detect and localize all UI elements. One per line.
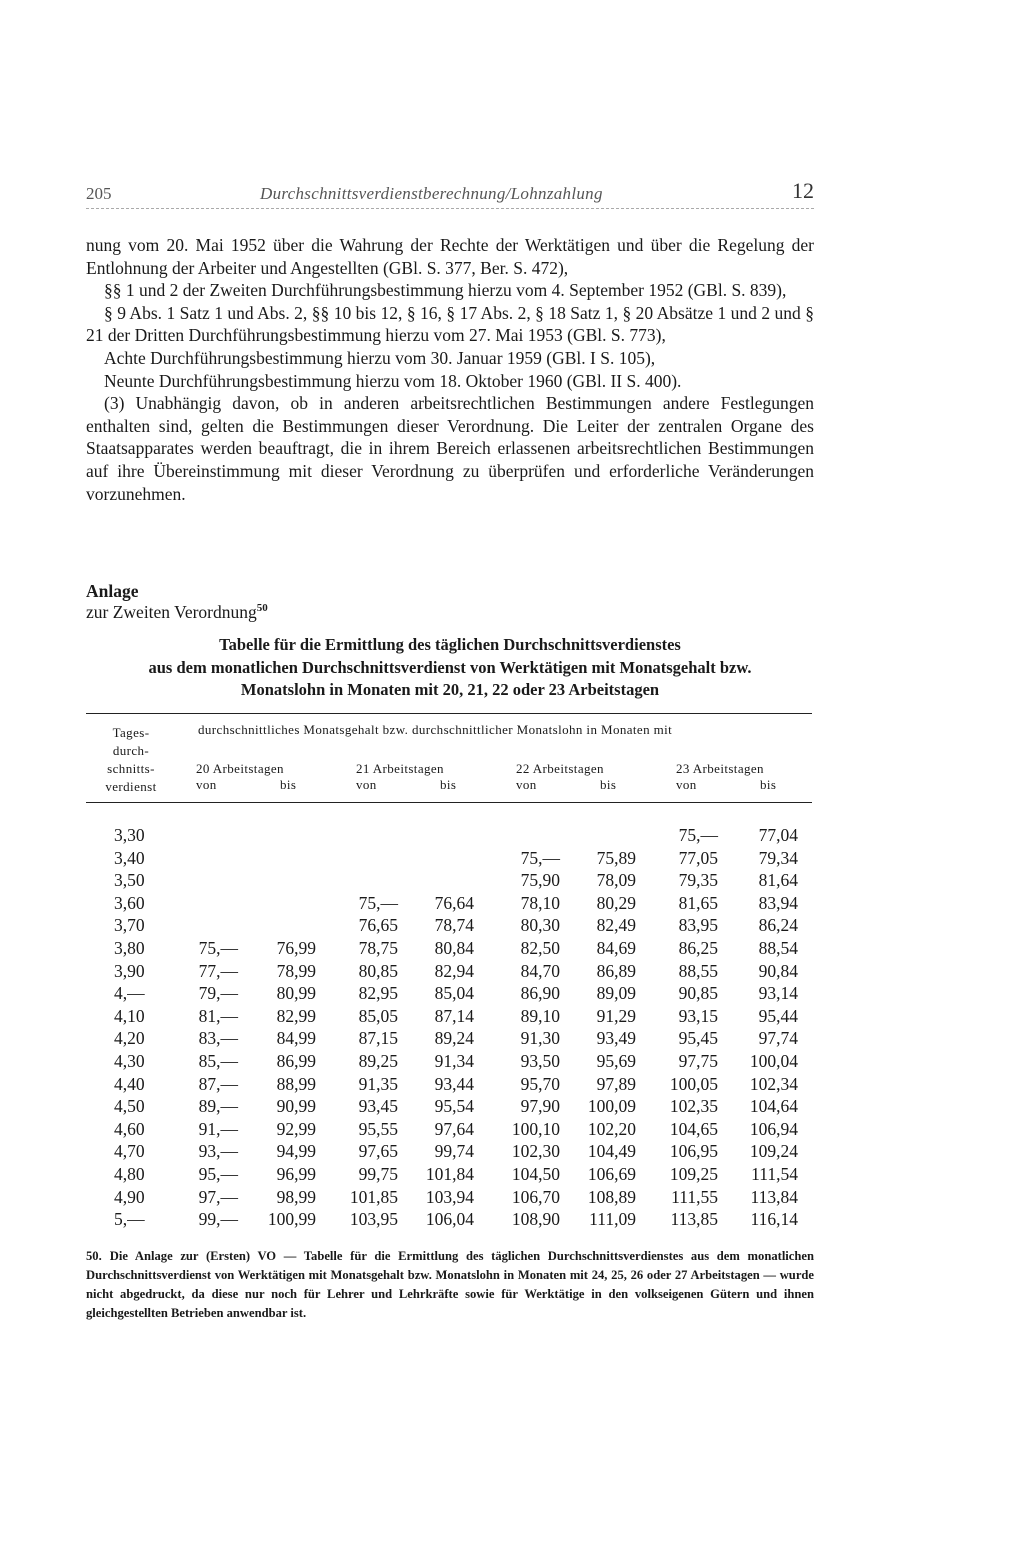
table-cell: 88,55 bbox=[678, 960, 718, 981]
table-cell: 106,04 bbox=[425, 1209, 474, 1230]
row-label: 3,70 bbox=[114, 915, 145, 936]
table-cell: 100,05 bbox=[669, 1073, 718, 1094]
anlage-subtitle-text: zur Zweiten Verordnung bbox=[86, 602, 257, 622]
table-cell: 87,14 bbox=[434, 1005, 474, 1026]
header-rule bbox=[86, 208, 814, 209]
footnote bbox=[86, 1247, 814, 1323]
table-cell: 116,14 bbox=[750, 1209, 798, 1230]
table-cell: 99,74 bbox=[434, 1141, 474, 1162]
running-head bbox=[86, 178, 814, 208]
table-cell: 89,09 bbox=[596, 983, 636, 1004]
table-cell: 109,24 bbox=[749, 1141, 798, 1162]
row-label: 3,90 bbox=[114, 960, 145, 981]
table-cell: 87,15 bbox=[358, 1028, 398, 1049]
column-header-bis: bis bbox=[760, 777, 777, 792]
paragraph: (3) Unabhängig davon, ob in anderen arbeitsrechtlichen Bestimmungen andere Festlegungen enthalten sind, gelten die Bestimmungen dieser Verordnung. Die Leiter der zentralen Organe des Staatsapparates werden beauftragt, die in ihrem Bereich erlassenen arbeitsrechtlichen Bestimmungen auf ihre Übereinstimmung mit dieser Verordnung zu überprüfen und erforderliche Veränderungen vorzunehmen. bbox=[86, 393, 814, 504]
table-cell: 75,— bbox=[520, 847, 560, 868]
column-header-bis: bis bbox=[440, 777, 457, 792]
table-cell: 83,— bbox=[198, 1028, 238, 1049]
table-cell: 95,— bbox=[198, 1164, 238, 1184]
table-cell: 86,24 bbox=[758, 915, 798, 936]
row-label: 3,40 bbox=[114, 847, 145, 868]
footnote-reference: 50 bbox=[256, 602, 268, 615]
row-label: 4,10 bbox=[114, 1005, 145, 1026]
table-cell: 93,15 bbox=[678, 1005, 718, 1026]
table-cell: 97,75 bbox=[678, 1051, 718, 1071]
table-cell: 104,50 bbox=[511, 1164, 560, 1184]
table-cell: 78,10 bbox=[520, 892, 560, 913]
group-label: 21 Arbeitstagen bbox=[356, 761, 444, 776]
table-cell: 102,35 bbox=[669, 1096, 718, 1117]
table-cell: 83,94 bbox=[758, 892, 798, 913]
table-cell: 91,— bbox=[198, 1118, 238, 1139]
table-cell: 94,99 bbox=[276, 1141, 316, 1162]
table-cell: 113,85 bbox=[670, 1209, 718, 1230]
table-cell: 78,74 bbox=[434, 915, 474, 936]
table-cell: 86,89 bbox=[596, 960, 636, 981]
anlage-subtitle bbox=[86, 602, 268, 623]
table-cell: 79,34 bbox=[758, 847, 798, 868]
table-cell: 100,10 bbox=[511, 1118, 560, 1139]
table-cell: 111,55 bbox=[671, 1186, 718, 1207]
table-cell: 103,95 bbox=[349, 1209, 398, 1230]
table-title-line: Monatslohn in Monaten mit 20, 21, 22 oder 23 Arbeitstagen bbox=[240, 680, 660, 699]
table-cell: 106,70 bbox=[511, 1186, 560, 1207]
row-label: 3,30 bbox=[114, 825, 145, 845]
table-top-rule bbox=[86, 713, 812, 714]
row-label: 4,70 bbox=[114, 1141, 145, 1162]
table-cell: 97,90 bbox=[520, 1096, 560, 1117]
table-cell: 86,25 bbox=[678, 938, 718, 958]
table-cell: 81,65 bbox=[678, 892, 718, 913]
table-cell: 75,89 bbox=[596, 847, 636, 868]
table-cell: 104,64 bbox=[749, 1096, 798, 1117]
table-cell: 104,65 bbox=[669, 1118, 718, 1139]
table-cell: 78,99 bbox=[276, 960, 316, 981]
table-header-rule bbox=[86, 802, 812, 803]
table-cell: 82,99 bbox=[276, 1005, 316, 1026]
table-cell: 81,64 bbox=[758, 870, 798, 891]
table-cell: 86,99 bbox=[276, 1051, 316, 1071]
group-label: 23 Arbeitstagen bbox=[676, 761, 764, 776]
group-header: durchschnittliches Monatsgehalt bzw. durchschnittlicher Monatslohn in Monaten mit bbox=[198, 722, 673, 737]
table-cell: 76,64 bbox=[434, 892, 474, 913]
table-cell: 102,20 bbox=[587, 1118, 636, 1139]
row-header-line: Tages- bbox=[112, 725, 150, 740]
table-cell: 85,— bbox=[198, 1051, 238, 1071]
row-label: 3,60 bbox=[114, 892, 145, 913]
table-cell: 89,24 bbox=[434, 1028, 474, 1049]
table-cell: 83,95 bbox=[678, 915, 718, 936]
table-cell: 78,75 bbox=[358, 938, 398, 958]
row-label: 4,40 bbox=[114, 1073, 145, 1094]
table-title-line: aus dem monatlichen Durchschnittsverdienst von Werktätigen mit Monatsgehalt bzw. bbox=[148, 657, 752, 677]
table-cell: 90,84 bbox=[758, 960, 798, 981]
section-number: 12 bbox=[792, 178, 814, 203]
table-cell: 95,69 bbox=[596, 1051, 636, 1071]
footnote-text: Die Anlage zur (Ersten) VO — Tabelle für die Ermittlung des täglichen Durchschnittsverdienstes aus dem monatlichen Durchschnittsverdienst von Werktätigen mit Monatsgehalt bzw. Monatslohn in Monaten mit 24, 25, 26 oder 27 Arbeitstagen — wurde nicht abgedruckt, da diese nur noch für Lehrer und Lehrkräfte sowie für Werktätige in den volkseigenen Gütern und ihnen gleichgestellten Betrieben anwendbar ist. bbox=[86, 1249, 814, 1320]
page-number: 205 bbox=[86, 184, 112, 203]
table-cell: 86,90 bbox=[520, 983, 560, 1004]
column-header-von: von bbox=[196, 777, 217, 792]
table-cell: 80,30 bbox=[520, 915, 560, 936]
table-cell: 108,90 bbox=[511, 1209, 560, 1230]
row-header-line: schnitts- bbox=[107, 761, 155, 776]
running-title: Durchschnittsverdienstberechnung/Lohnzahlung bbox=[260, 184, 603, 203]
table-cell: 89,— bbox=[198, 1096, 238, 1117]
table-cell: 100,09 bbox=[587, 1096, 636, 1117]
table-cell: 104,49 bbox=[587, 1141, 636, 1162]
row-label: 4,30 bbox=[114, 1051, 145, 1071]
paragraph: Neunte Durchführungsbestimmung hierzu vom 18. Oktober 1960 (GBl. II S. 400). bbox=[104, 370, 682, 391]
table-cell: 111,54 bbox=[751, 1164, 798, 1184]
table-cell: 93,— bbox=[198, 1141, 238, 1162]
table-cell: 109,25 bbox=[669, 1164, 718, 1184]
table-cell: 90,99 bbox=[276, 1096, 316, 1117]
table-title-line: Tabelle für die Ermittlung des täglichen Durchschnittsverdienstes bbox=[219, 635, 681, 654]
table-cell: 93,14 bbox=[758, 983, 798, 1004]
table-cell: 75,90 bbox=[520, 870, 560, 891]
table-cell: 97,74 bbox=[758, 1028, 798, 1049]
table-cell: 76,99 bbox=[276, 938, 316, 958]
table-cell: 97,64 bbox=[434, 1118, 474, 1139]
table-title bbox=[86, 634, 814, 702]
table-cell: 77,04 bbox=[758, 825, 798, 845]
table-cell: 113,84 bbox=[750, 1186, 798, 1207]
table-cell: 93,45 bbox=[358, 1096, 398, 1117]
table-cell: 106,69 bbox=[587, 1164, 636, 1184]
table-cell: 100,99 bbox=[267, 1209, 316, 1230]
table-cell: 97,65 bbox=[358, 1141, 398, 1162]
table-cell: 93,50 bbox=[520, 1051, 560, 1071]
table-cell: 80,84 bbox=[434, 938, 474, 958]
table-cell: 106,94 bbox=[749, 1118, 798, 1139]
table-cell: 96,99 bbox=[276, 1164, 316, 1184]
body-text bbox=[86, 234, 814, 505]
row-header-line: verdienst bbox=[105, 779, 157, 794]
table-cell: 79,35 bbox=[678, 870, 718, 891]
row-label: 4,60 bbox=[114, 1118, 145, 1139]
row-label: 4,50 bbox=[114, 1096, 145, 1117]
row-label: 4,20 bbox=[114, 1028, 145, 1049]
table-cell: 89,10 bbox=[520, 1005, 560, 1026]
table-cell: 95,45 bbox=[678, 1028, 718, 1049]
table-cell: 93,44 bbox=[434, 1073, 474, 1094]
table-cell: 106,95 bbox=[669, 1141, 718, 1162]
table-cell: 80,29 bbox=[596, 892, 636, 913]
table-cell: 76,65 bbox=[358, 915, 398, 936]
row-label: 3,80 bbox=[114, 938, 145, 958]
table-cell: 102,34 bbox=[749, 1073, 798, 1094]
table-cell: 78,09 bbox=[596, 870, 636, 891]
table-cell: 103,94 bbox=[425, 1186, 474, 1207]
row-label: 4,— bbox=[114, 983, 145, 1004]
paragraph: § 9 Abs. 1 Satz 1 und Abs. 2, §§ 10 bis 12, § 16, § 17 Abs. 2, § 18 Satz 1, § 20 Absätze 1 und 2 und § 21 der Dritten Durchführungsbestimmung hierzu vom 27. Mai 1953 (GBl. S. 773), bbox=[86, 302, 814, 346]
row-label: 4,80 bbox=[114, 1164, 145, 1184]
table-cell: 75,— bbox=[358, 892, 398, 913]
table-cell: 77,05 bbox=[678, 847, 718, 868]
table-cell: 95,44 bbox=[758, 1005, 798, 1026]
table-cell: 82,94 bbox=[434, 960, 474, 981]
table-cell: 91,29 bbox=[596, 1005, 636, 1026]
table-cell: 75,— bbox=[198, 938, 238, 958]
table-cell: 95,70 bbox=[520, 1073, 560, 1094]
table-cell: 101,85 bbox=[349, 1186, 398, 1207]
group-label: 22 Arbeitstagen bbox=[516, 761, 604, 776]
table-cell: 93,49 bbox=[596, 1028, 636, 1049]
table-cell: 75,— bbox=[678, 825, 718, 845]
table-cell: 101,84 bbox=[425, 1164, 474, 1184]
row-label: 4,90 bbox=[114, 1186, 145, 1207]
table-cell: 102,30 bbox=[511, 1141, 560, 1162]
table-cell: 82,49 bbox=[596, 915, 636, 936]
paragraph: Achte Durchführungsbestimmung hierzu vom 30. Januar 1959 (GBl. I S. 105), bbox=[104, 347, 656, 368]
table-cell: 91,35 bbox=[358, 1073, 398, 1094]
table-cell: 84,69 bbox=[596, 938, 636, 958]
table-cell: 81,— bbox=[198, 1005, 238, 1026]
paragraph: §§ 1 und 2 der Zweiten Durchführungsbestimmung hierzu vom 4. September 1952 (GBl. S. 839), bbox=[104, 280, 787, 301]
column-header-von: von bbox=[516, 777, 537, 792]
group-label: 20 Arbeitstagen bbox=[196, 761, 284, 776]
anlage-title: Anlage bbox=[86, 581, 139, 601]
column-header-von: von bbox=[676, 777, 697, 792]
table-cell: 100,04 bbox=[749, 1051, 798, 1071]
table-cell: 95,55 bbox=[358, 1118, 398, 1139]
row-label: 3,50 bbox=[114, 870, 145, 891]
table-cell: 90,85 bbox=[678, 983, 718, 1004]
table-cell: 88,54 bbox=[758, 938, 798, 958]
table-cell: 85,04 bbox=[434, 983, 474, 1004]
column-header-bis: bis bbox=[600, 777, 617, 792]
table-cell: 82,95 bbox=[358, 983, 398, 1004]
paragraph: nung vom 20. Mai 1952 über die Wahrung der Rechte der Werktätigen und über die Regelung der Entlohnung der Arbeiter und Angestellten (GBl. S. 377, Ber. S. 472), bbox=[86, 235, 814, 278]
table-cell: 88,99 bbox=[276, 1073, 316, 1094]
table-cell: 77,— bbox=[198, 960, 238, 981]
column-header-von: von bbox=[356, 777, 377, 792]
table-cell: 82,50 bbox=[520, 938, 560, 958]
table-cell: 92,99 bbox=[276, 1118, 316, 1139]
table-cell: 98,99 bbox=[276, 1186, 316, 1207]
table-cell: 111,09 bbox=[589, 1209, 636, 1230]
table-cell: 108,89 bbox=[587, 1186, 636, 1207]
table-cell: 91,34 bbox=[434, 1051, 474, 1071]
table-cell: 84,99 bbox=[276, 1028, 316, 1049]
table-cell: 84,70 bbox=[520, 960, 560, 981]
table-cell: 97,89 bbox=[596, 1073, 636, 1094]
table-cell: 99,75 bbox=[358, 1164, 398, 1184]
column-header-bis: bis bbox=[280, 777, 297, 792]
table-cell: 87,— bbox=[198, 1073, 238, 1094]
footnote-number: 50. bbox=[86, 1249, 102, 1263]
table-cell: 85,05 bbox=[358, 1005, 398, 1026]
table-cell: 79,— bbox=[198, 983, 238, 1004]
table-cell: 89,25 bbox=[358, 1051, 398, 1071]
row-label: 5,— bbox=[114, 1209, 145, 1230]
table-cell: 95,54 bbox=[434, 1096, 474, 1117]
table-cell: 80,99 bbox=[276, 983, 316, 1004]
table-cell: 99,— bbox=[198, 1209, 238, 1230]
table-cell: 80,85 bbox=[358, 960, 398, 981]
row-header bbox=[86, 724, 176, 796]
table-cell: 91,30 bbox=[520, 1028, 560, 1049]
row-header-line: durch- bbox=[112, 743, 150, 758]
table-cell: 97,— bbox=[198, 1186, 238, 1207]
